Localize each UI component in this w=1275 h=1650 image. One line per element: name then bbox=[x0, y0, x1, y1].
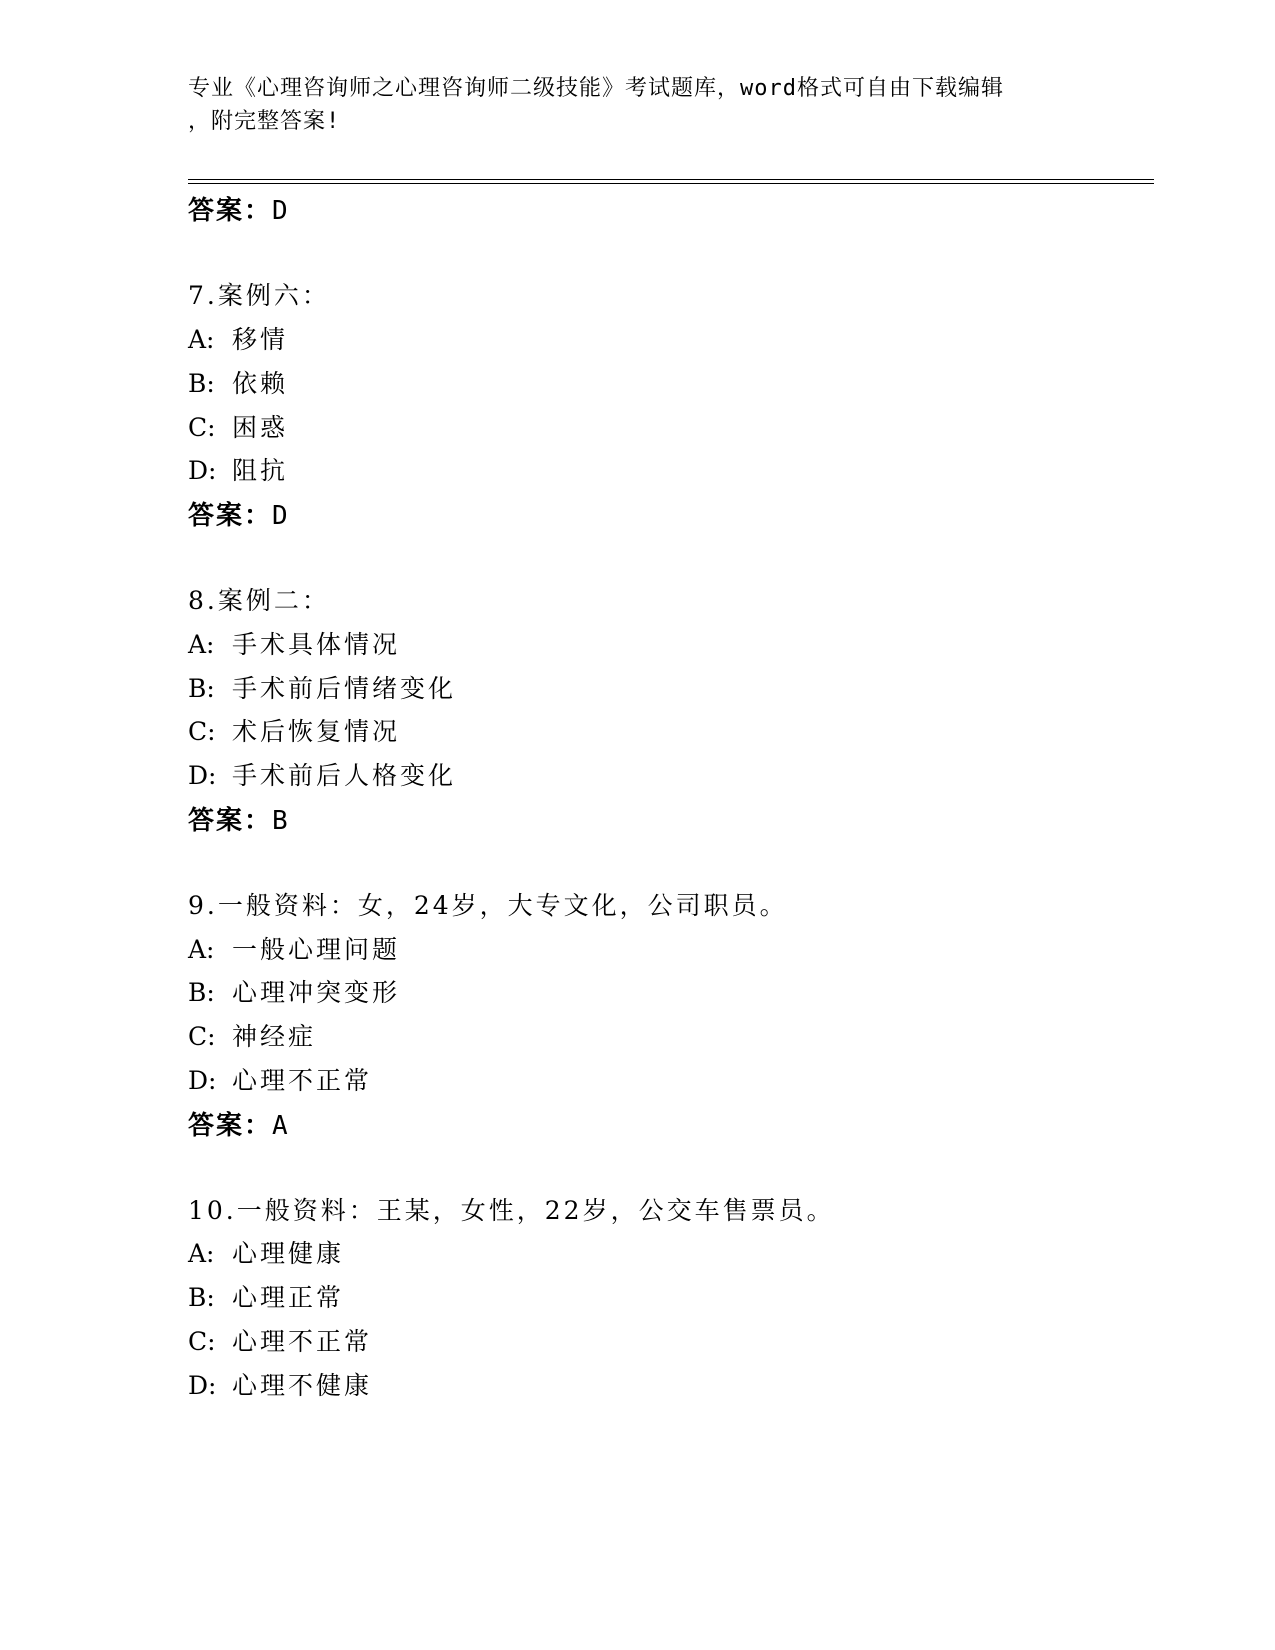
option-key: B: bbox=[188, 978, 215, 1007]
option-key: C: bbox=[188, 717, 216, 746]
header-divider-bottom bbox=[188, 183, 1154, 184]
option-key: C: bbox=[188, 413, 216, 442]
option-a bbox=[188, 320, 288, 356]
answer-line bbox=[188, 495, 290, 532]
header-line-2: ，附完整答案! bbox=[188, 109, 341, 134]
option-key: D: bbox=[188, 1371, 217, 1400]
option-b bbox=[188, 1278, 344, 1314]
option-text: 心理健康 bbox=[232, 1239, 345, 1268]
option-key: B: bbox=[188, 369, 215, 398]
option-text: 心理冲突变形 bbox=[232, 978, 401, 1007]
answer-value: D bbox=[272, 501, 290, 531]
header-line-1: 专业《心理咨询师之心理咨询师二级技能》考试题库，word格式可自由下载编辑 bbox=[188, 76, 1004, 101]
option-d bbox=[188, 756, 456, 792]
header-divider-top bbox=[188, 179, 1154, 180]
question-title: 9.一般资料：女，24岁，大专文化，公司职员。 bbox=[188, 891, 788, 920]
option-text: 依赖 bbox=[232, 369, 289, 398]
option-c bbox=[188, 1017, 316, 1053]
option-text: 神经症 bbox=[232, 1022, 317, 1051]
answer-line bbox=[188, 800, 290, 837]
option-text: 手术前后人格变化 bbox=[232, 761, 457, 790]
option-a bbox=[188, 1234, 344, 1270]
answer-label: 答案： bbox=[188, 1111, 273, 1141]
option-d bbox=[188, 1061, 372, 1097]
option-a bbox=[188, 625, 400, 661]
option-b bbox=[188, 669, 456, 705]
option-key: D: bbox=[188, 456, 217, 485]
question-title: 8.案例二： bbox=[188, 586, 330, 615]
document-header bbox=[188, 72, 1088, 138]
option-text: 心理不健康 bbox=[232, 1371, 373, 1400]
option-text: 阻抗 bbox=[232, 456, 289, 485]
option-b bbox=[188, 973, 400, 1009]
option-d bbox=[188, 1366, 372, 1402]
option-key: A: bbox=[188, 630, 215, 659]
option-text: 术后恢复情况 bbox=[232, 717, 401, 746]
option-key: A: bbox=[188, 1239, 215, 1268]
option-c bbox=[188, 408, 288, 444]
option-a bbox=[188, 930, 400, 966]
answer-value: A bbox=[272, 1111, 290, 1141]
option-key: B: bbox=[188, 674, 215, 703]
option-key: A: bbox=[188, 325, 215, 354]
option-key: A: bbox=[188, 935, 215, 964]
option-text: 心理不正常 bbox=[232, 1066, 373, 1095]
option-text: 心理正常 bbox=[232, 1283, 345, 1312]
question-title: 10.一般资料：王某，女性，22岁，公交车售票员。 bbox=[188, 1196, 835, 1225]
answer-line bbox=[188, 1105, 290, 1142]
option-key: C: bbox=[188, 1022, 216, 1051]
answer-value: D bbox=[272, 196, 290, 226]
option-c bbox=[188, 712, 400, 748]
option-c bbox=[188, 1322, 372, 1358]
answer-line bbox=[188, 190, 290, 227]
answer-label: 答案： bbox=[188, 501, 273, 531]
option-text: 手术具体情况 bbox=[232, 630, 401, 659]
answer-label: 答案： bbox=[188, 806, 273, 836]
answer-label: 答案： bbox=[188, 196, 273, 226]
option-text: 移情 bbox=[232, 325, 289, 354]
option-text: 困惑 bbox=[232, 413, 289, 442]
option-key: D: bbox=[188, 1066, 217, 1095]
option-key: D: bbox=[188, 761, 217, 790]
option-text: 手术前后情绪变化 bbox=[232, 674, 457, 703]
option-b bbox=[188, 364, 288, 400]
option-key: C: bbox=[188, 1327, 216, 1356]
option-text: 心理不正常 bbox=[232, 1327, 373, 1356]
option-d bbox=[188, 451, 288, 487]
answer-value: B bbox=[272, 806, 290, 836]
option-text: 一般心理问题 bbox=[232, 935, 401, 964]
question-title: 7.案例六： bbox=[188, 281, 330, 310]
option-key: B: bbox=[188, 1283, 215, 1312]
